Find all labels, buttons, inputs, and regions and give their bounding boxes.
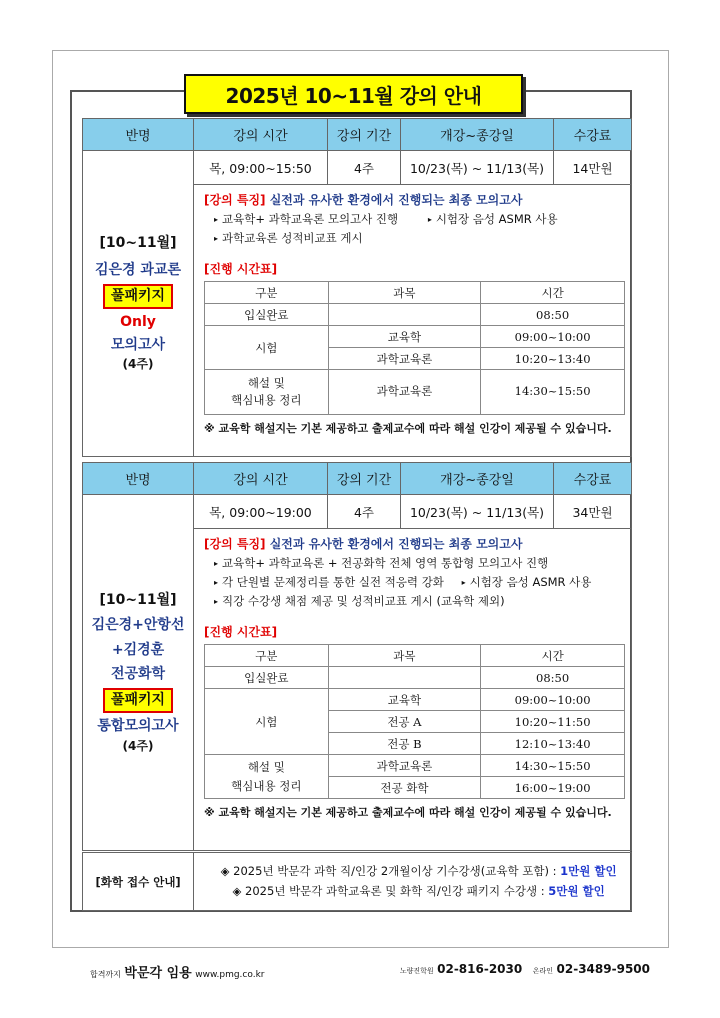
feature-heading: [강의 특징] 실전과 유사한 환경에서 진행되는 최종 모의고사 xyxy=(204,193,523,207)
reception-line: ◈ 2025년 박문각 과학교육론 및 화학 직/인강 패키지 수강생 : 5만원 할인 xyxy=(232,883,605,898)
schedule-header: 구분 xyxy=(205,645,329,667)
class-title: 김은경 과교론 xyxy=(94,262,182,279)
header-dates: 개강~종강일 xyxy=(401,119,554,151)
lecture-time: 목, 09:00~15:50 xyxy=(194,151,328,185)
page-title: 2025년 10~11월 강의 안내 xyxy=(184,74,523,114)
schedule-cat: 해설 및 핵심내용 정리 xyxy=(205,755,329,799)
class-only: Only xyxy=(120,313,156,330)
lecture-period: 4주 xyxy=(328,151,401,185)
footer-brand: 합격까지 박문각 임용 www.pmg.co.kr xyxy=(90,966,265,981)
feature-bullet: ▸ 교육학+ 과학교육론 + 전공화학 전체 영역 통합형 모의고사 진행 xyxy=(214,556,549,570)
header-class: 반명 xyxy=(83,119,194,151)
header-time: 강의 시간 xyxy=(194,119,328,151)
feature-bullet: ▸ 과학교육론 성적비교표 게시 xyxy=(214,231,363,245)
course-table-1 xyxy=(82,118,632,457)
schedule-subject: 전공 B xyxy=(328,733,481,755)
header-fee: 수강료 xyxy=(554,463,632,495)
schedule-time: 10:20~13:40 xyxy=(481,348,625,370)
header-time: 강의 시간 xyxy=(194,463,328,495)
header-class: 반명 xyxy=(83,463,194,495)
schedule-time: 12:10~13:40 xyxy=(481,733,625,755)
schedule-subject xyxy=(328,304,481,326)
lecture-dates: 10/23(목) ~ 11/13(목) xyxy=(401,151,554,185)
header-dates: 개강~종강일 xyxy=(401,463,554,495)
reception-line: ◈ 2025년 박문각 과학 직/인강 2개월이상 기수강생(교육학 포함) : 1만원 할인 xyxy=(220,863,617,878)
schedule-cat: 입실완료 xyxy=(205,667,329,689)
schedule-subject: 교육학 xyxy=(328,689,481,711)
schedule-time: 14:30~15:50 xyxy=(481,755,625,777)
schedule-time: 08:50 xyxy=(481,667,625,689)
class-title: 김은경+안항선 xyxy=(91,616,185,633)
reception-table xyxy=(82,852,632,911)
diamond-icon: ◈ xyxy=(220,863,230,878)
feature-bullets-row-1: ▸ 교육학+ 과학교육론 모의고사 진행 ▸ 시험장 음성 ASMR 사용 xyxy=(214,212,558,226)
schedule-table xyxy=(204,644,625,799)
footer-contacts: 노량진학원 02-816-2030 온라인 02-3489-9500 xyxy=(399,962,650,976)
class-term: [10~11월] xyxy=(99,235,177,252)
schedule-time: 10:20~11:50 xyxy=(481,711,625,733)
schedule-table xyxy=(204,281,625,415)
class-weeks: (4주) xyxy=(122,357,154,372)
schedule-heading: [진행 시간표] xyxy=(204,625,278,639)
class-term: [10~11월] xyxy=(99,591,177,608)
feature-bullets-row-2: ▸ 각 단원별 문제정리를 통한 실전 적응력 강화 ▸ 시험장 음성 ASMR 사용 xyxy=(214,575,592,589)
header-fee: 수강료 xyxy=(554,119,632,151)
lecture-fee: 34만원 xyxy=(554,495,632,529)
class-name-cell xyxy=(83,495,194,851)
class-type: 통합모의고사 xyxy=(97,717,179,734)
package-badge: 풀패키지 xyxy=(103,688,173,713)
feature-heading: [강의 특징] 실전과 유사한 환경에서 진행되는 최종 모의고사 xyxy=(204,537,523,551)
schedule-time: 09:00~10:00 xyxy=(481,326,625,348)
site-url[interactable]: www.pmg.co.kr xyxy=(195,970,265,980)
schedule-subject: 과학교육론 xyxy=(328,348,481,370)
schedule-header: 구분 xyxy=(205,282,329,304)
schedule-time: 16:00~19:00 xyxy=(481,777,625,799)
schedule-subject: 전공 A xyxy=(328,711,481,733)
schedule-header: 시간 xyxy=(481,645,625,667)
lecture-dates: 10/23(목) ~ 11/13(목) xyxy=(401,495,554,529)
schedule-subject: 과학교육론 xyxy=(328,755,481,777)
office-phone[interactable]: 02-816-2030 xyxy=(437,962,523,976)
class-subject: 전공화학 xyxy=(110,666,166,683)
detail-cell xyxy=(194,529,632,851)
class-weeks: (4주) xyxy=(122,738,154,753)
header-period: 강의 기간 xyxy=(328,119,401,151)
schedule-subject: 전공 화학 xyxy=(328,777,481,799)
schedule-heading: [진행 시간표] xyxy=(204,262,278,276)
schedule-time: 09:00~10:00 xyxy=(481,689,625,711)
schedule-subject xyxy=(328,667,481,689)
schedule-subject: 과학교육론 xyxy=(328,370,481,415)
schedule-header: 과목 xyxy=(328,282,481,304)
header-period: 강의 기간 xyxy=(328,463,401,495)
brand-logo: 박문각 임용 xyxy=(124,966,192,981)
lecture-fee: 14만원 xyxy=(554,151,632,185)
schedule-time: 08:50 xyxy=(481,304,625,326)
online-phone[interactable]: 02-3489-9500 xyxy=(556,962,650,976)
detail-cell xyxy=(194,185,632,457)
footnote: ※ 교육학 해설지는 기본 제공하고 출제교수에 따라 해설 인강이 제공될 수 있습니다. xyxy=(204,422,612,435)
schedule-header: 과목 xyxy=(328,645,481,667)
schedule-time: 14:30~15:50 xyxy=(481,370,625,415)
footer xyxy=(90,960,650,980)
lecture-time: 목, 09:00~19:00 xyxy=(194,495,328,529)
lecture-period: 4주 xyxy=(328,495,401,529)
class-title-2: +김경훈 xyxy=(111,641,165,658)
package-badge: 풀패키지 xyxy=(103,284,173,309)
schedule-subject: 교육학 xyxy=(328,326,481,348)
feature-bullet: ▸ 직강 수강생 채점 제공 및 성적비교표 게시 (교육학 제외) xyxy=(214,594,505,608)
diamond-icon: ◈ xyxy=(232,883,242,898)
schedule-cat: 해설 및 핵심내용 정리 xyxy=(205,370,329,415)
course-table-2 xyxy=(82,462,632,851)
schedule-cat: 입실완료 xyxy=(205,304,329,326)
class-type: 모의고사 xyxy=(110,336,166,353)
footnote: ※ 교육학 해설지는 기본 제공하고 출제교수에 따라 해설 인강이 제공될 수 있습니다. xyxy=(204,806,612,819)
schedule-cat: 시험 xyxy=(205,689,329,755)
class-name-cell xyxy=(83,151,194,457)
schedule-cat: 시험 xyxy=(205,326,329,370)
reception-label: [화학 접수 안내] xyxy=(83,853,194,911)
schedule-header: 시간 xyxy=(481,282,625,304)
reception-info xyxy=(194,853,632,911)
